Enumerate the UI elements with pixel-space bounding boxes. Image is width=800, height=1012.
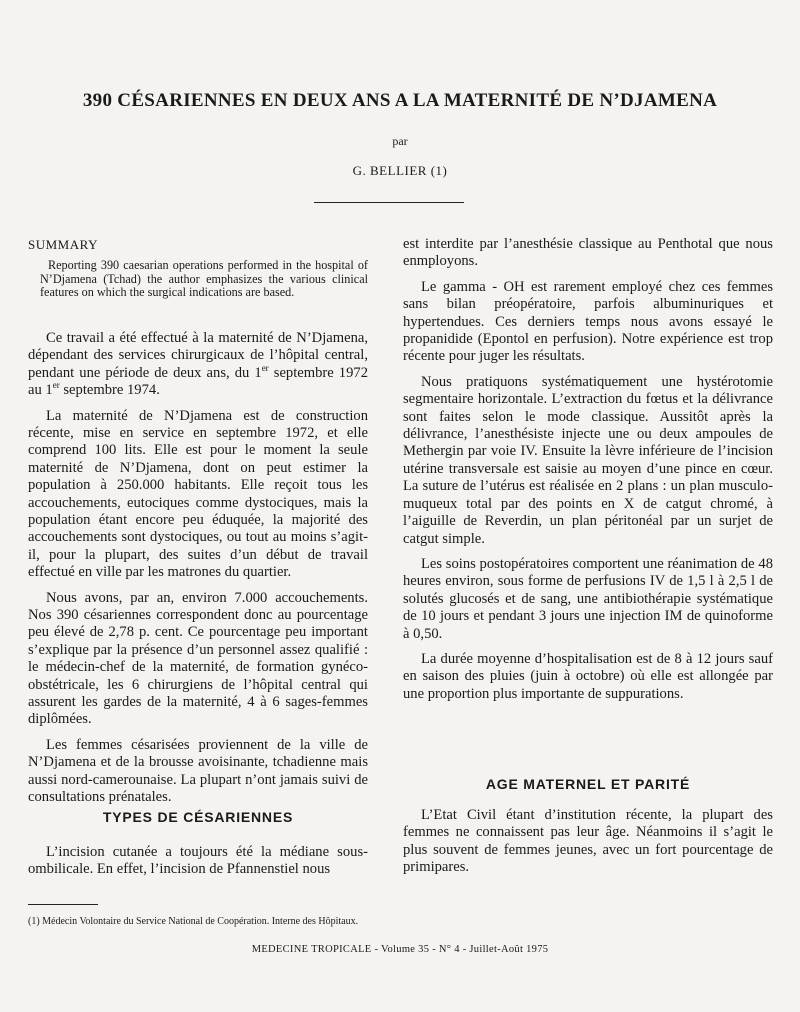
section-heading-age: AGE MATERNEL ET PARITÉ <box>485 776 691 792</box>
paragraph: Les soins postopératoires comportent une réanimation de 48 heures environ, sous forme de perfusions IV de 1,5 l à 2,5 l de solutés glucosés et de sang, une antibiothérapie systématique de 10 jours et pendant 3 jours une injection IM de quinoforme à 0,50. <box>403 555 773 642</box>
paragraph: L’Etat Civil étant d’institution récente, la plupart des femmes ne connaissent pas leur âge. Néanmoins il s’agit le plus souvent de femmes jeunes, avec un fort pourcentage de primipares. <box>403 807 773 876</box>
paragraph: Nous pratiquons systématiquement une hystérotomie segmentaire horizontale. L’extraction du fœtus et la délivrance sont faites selon le mode classique. Aussitôt après la délivrance, l’anesthésiste injecte une ou deux ampoules de Methergin par voie IV. Ensuite la lèvre inférieure de l’incision utérine transversale est saisie au moyen d’une pince en cœur. La suture de l’utérus est réalisée en 2 plans : un plan musculo-muqueux total par des points en X de catgut chromé, à l’aiguille de Reverdin, un plan péritonéal par un surjet de catgut simple. <box>403 373 773 547</box>
paragraph: Ce travail a été effectué à la maternité de N’Djamena, dépendant des services chirurgicaux de l’hôpital central, pendant une période de deux ans, du 1er septembre 1972 au 1er septembre 1974. <box>28 329 368 399</box>
left-column <box>28 236 368 814</box>
summary-text: Reporting 390 caesarian operations performed in the hospital of N’Djamena (Tchad) the author emphasizes the various clinical features on which the surgical indications are based. <box>40 258 368 300</box>
paragraph: Le gamma - OH est rarement employé chez ces femmes sans bilan préopératoire, parfois albuminuriques et hypertendues. Ces derniers temps nous avons essayé le propanidide (Epontol en perfusion). Notre expérience est trop récente pour juger les résultats. <box>403 278 773 365</box>
journal-footer: MEDECINE TROPICALE - Volume 35 - N° 4 - Juillet-Août 1975 <box>251 944 549 955</box>
right-column <box>403 236 773 711</box>
types-section-body <box>28 844 368 887</box>
footnote-divider <box>28 904 98 905</box>
summary-heading: SUMMARY <box>28 237 98 252</box>
paragraph: La maternité de N’Djamena est de construction récente, mise en service en septembre 1972, et elle comprend 100 lits. Elle est pour le moment la seule maternité de N’Djamena, dont on peut estimer la population à 250.000 habitants. Elle reçoit tous les accouchements, eutociques comme dystociques, mais la population étant encore peu éduquée, la majorité des accouchements sont dystociques, ou tout au moins s’agit-il, pour la plupart, des suites d’un début de travail effectué en ville par les matrones du quartier. <box>28 407 368 581</box>
age-section-body <box>403 807 773 885</box>
paragraph: est interdite par l’anesthésie classique au Penthotal que nous enmployons. <box>403 236 773 270</box>
title-divider <box>314 202 464 203</box>
paragraph: La durée moyenne d’hospitalisation est de 8 à 12 jours sauf en saison des pluies (juin à octobre) où elle est allongée par une proportion plus importante de suppurations. <box>403 650 773 702</box>
paragraph: Les femmes césarisées proviennent de la ville de N’Djamena et de la brousse avoisinante, tchadienne mais aussi nord-camerounaise. La plupart n’ont jamais suivi de consultations prénatales. <box>28 736 368 806</box>
summary-block <box>40 259 368 300</box>
paragraph: Nous avons, par an, environ 7.000 accouchements. Nos 390 césariennes correspondent donc au pourcentage peu élevé de 2,78 p. cent. Ce pourcentage peu important s’explique par la présence d’un personnel assez qualifié : le médecin-chef de la maternité, de formation gynéco-obstétricale, les 6 chirurgiens de l’hôpital central qui assurent les gardes de la maternité, 4 à 6 sages-femmes diplômées. <box>28 589 368 728</box>
article-title: 390 CÉSARIENNES EN DEUX ANS A LA MATERNITÉ DE N’DJAMENA <box>82 90 718 111</box>
by-line: par <box>392 134 408 148</box>
footnote: (1) Médecin Volontaire du Service National de Coopération. Interne des Hôpitaux. <box>28 916 359 927</box>
author-name: G. BELLIER (1) <box>352 163 448 178</box>
paragraph: L’incision cutanée a toujours été la médiane sous-ombilicale. En effet, l’incision de Pfannenstiel nous <box>28 844 368 878</box>
section-heading-types: TYPES DE CÉSARIENNES <box>102 809 294 825</box>
